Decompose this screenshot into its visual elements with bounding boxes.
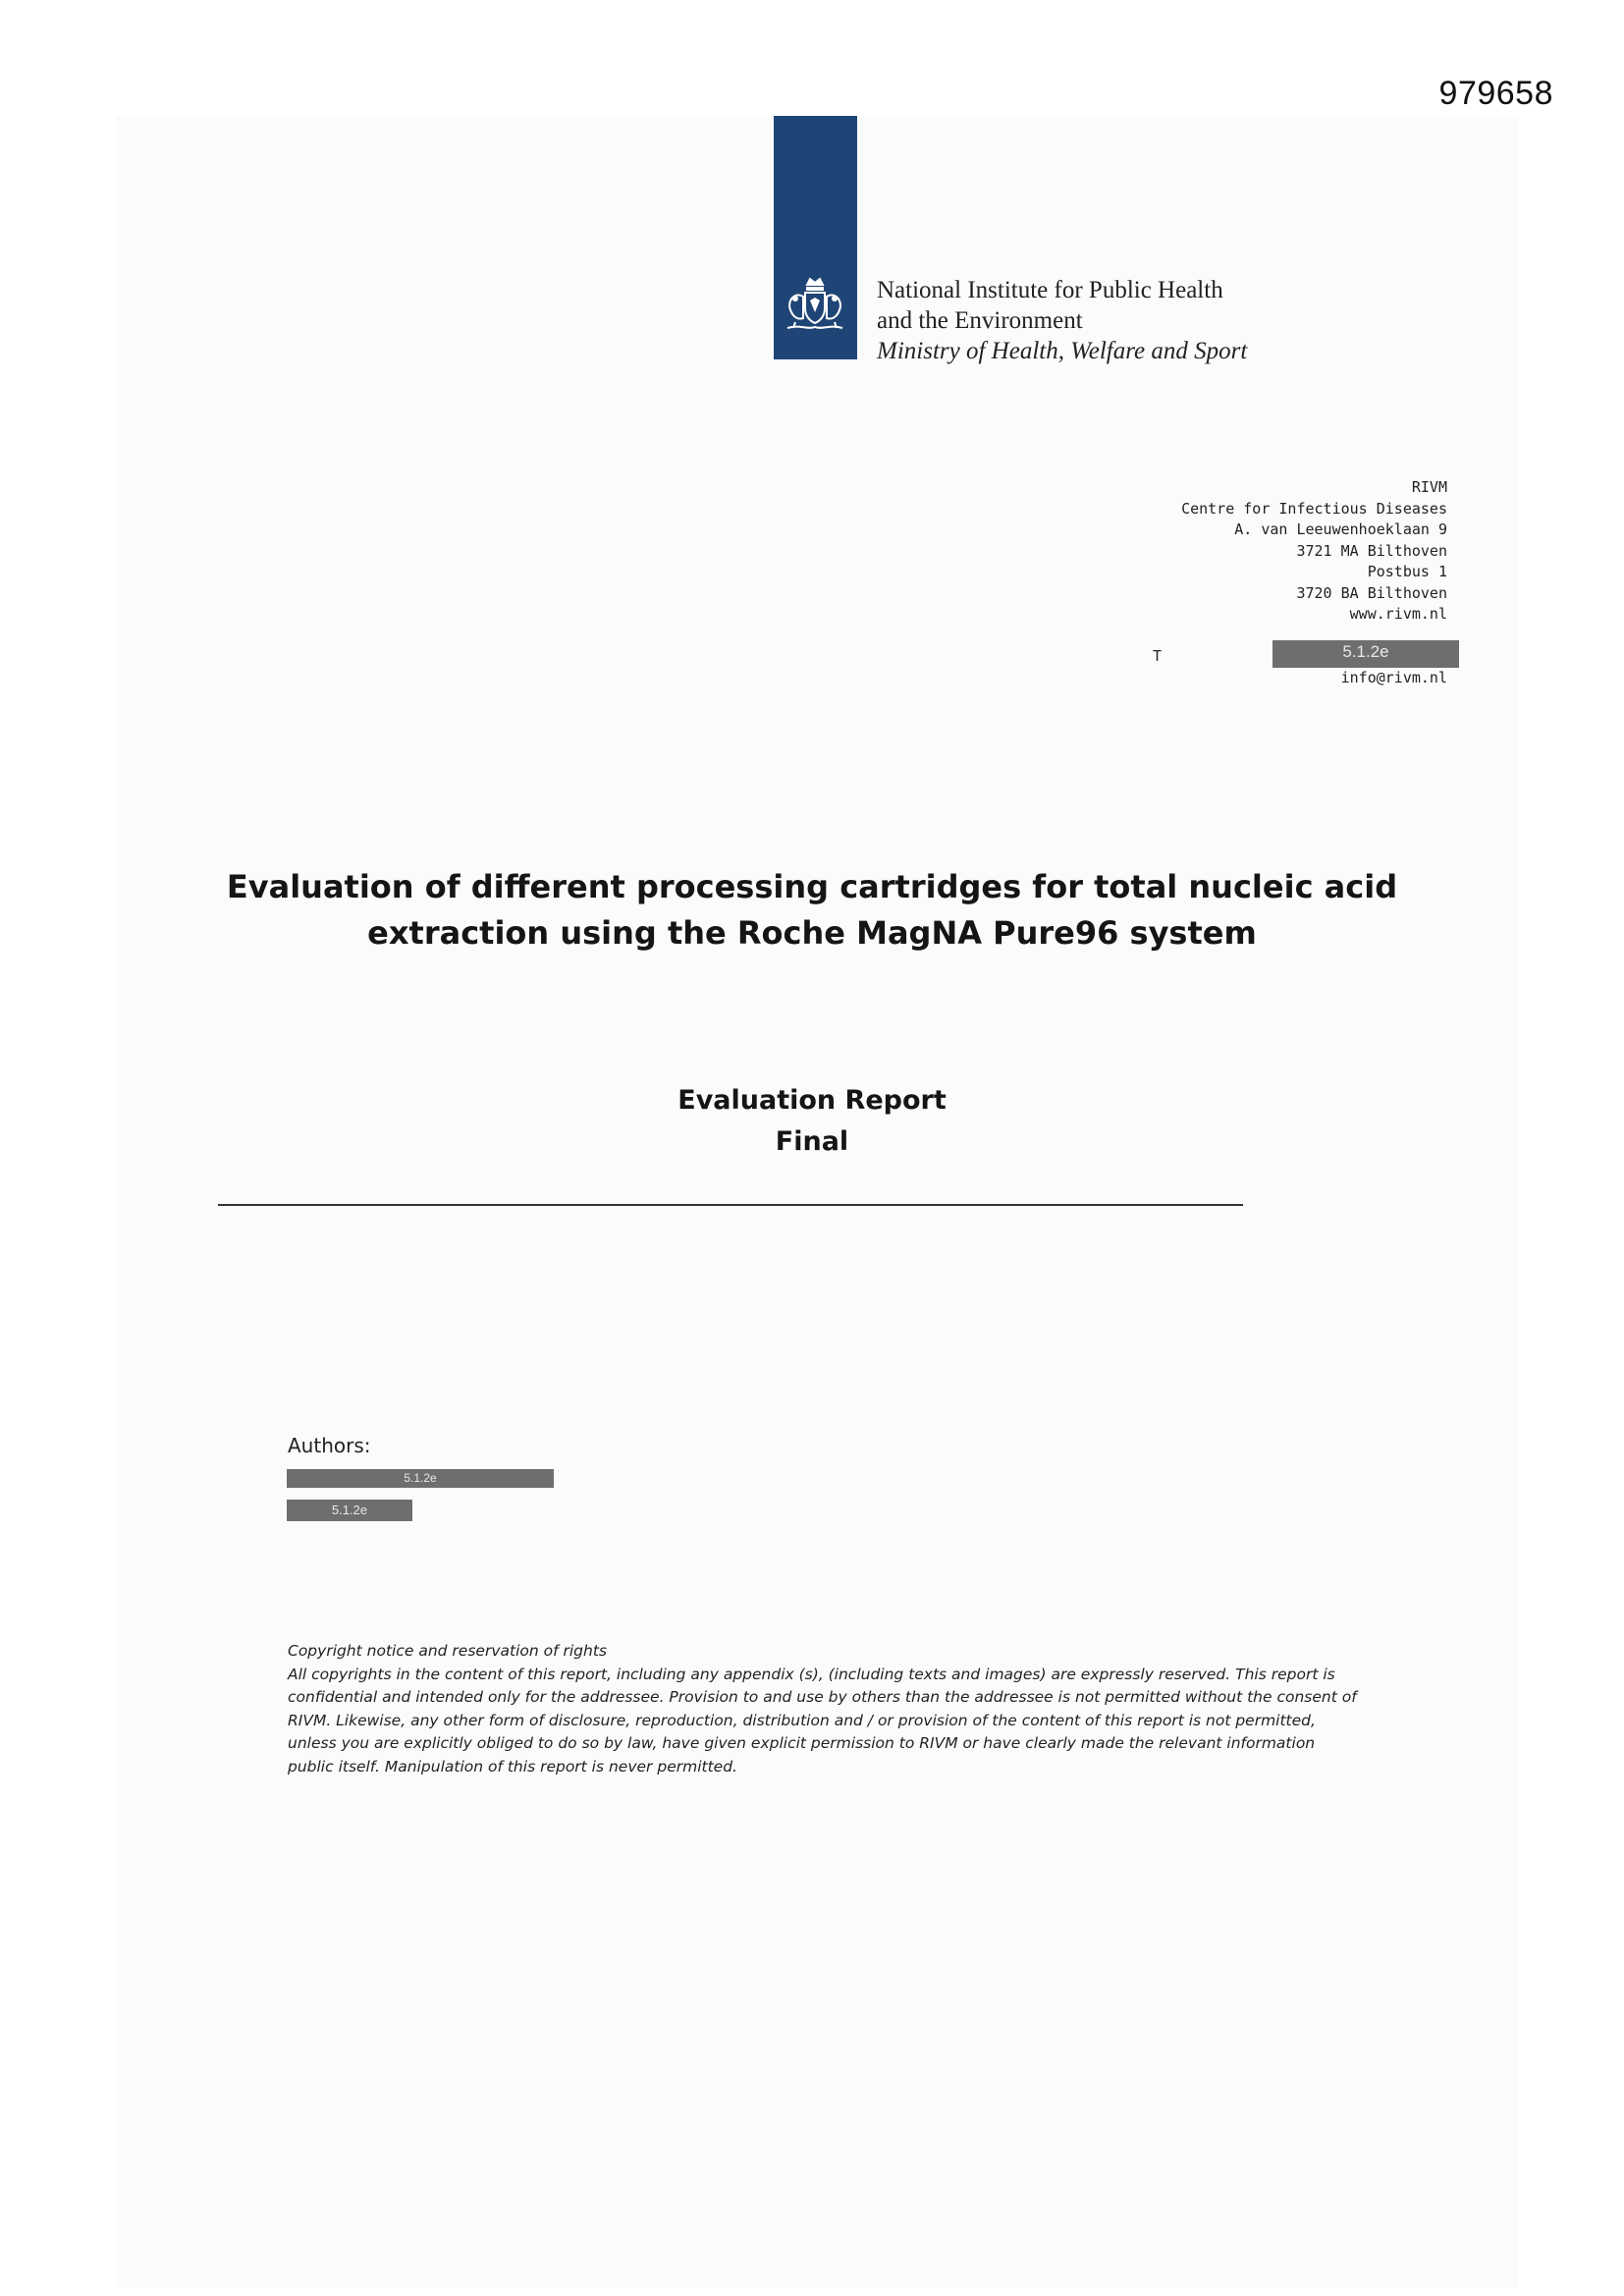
copyright-notice [288, 1640, 1358, 1778]
address-line: A. van Leeuwenhoeklaan 9 [1234, 520, 1447, 538]
report-subtitle [147, 1080, 1477, 1163]
copyright-line: RIVM. Likewise, any other form of disclosure, reproduction, distribution and / or provision of the content of this report is not permitted, [288, 1711, 1316, 1729]
website-link[interactable]: www.rivm.nl [1349, 605, 1447, 623]
phone-redaction: 5.1.2e [1272, 640, 1459, 668]
address-line: Centre for Infectious Diseases [1181, 499, 1447, 518]
copyright-line: public itself. Manipulation of this report is never permitted. [288, 1757, 737, 1776]
org-name-line1: National Institute for Public Health [877, 277, 1223, 303]
author-redaction: 5.1.2e [287, 1500, 412, 1521]
phone-label: T [1153, 647, 1163, 665]
address-block [1181, 477, 1447, 626]
address-line: Postbus 1 [1367, 563, 1447, 580]
report-title [147, 864, 1477, 957]
copyright-line: confidential and intended only for the addressee. Provision to and use by others than the addressee is not permitted without the consent of [288, 1688, 1357, 1706]
royal-coat-of-arms-icon [780, 271, 850, 342]
author-redaction: 5.1.2e [287, 1469, 554, 1488]
ministry-name: Ministry of Health, Welfare and Sport [877, 338, 1248, 364]
address-line: 3721 MA Bilthoven [1296, 541, 1447, 560]
logo-bar [774, 116, 857, 359]
horizontal-divider [218, 1204, 1243, 1206]
authors-label: Authors: [288, 1434, 371, 1457]
report-title-line1: Evaluation of different processing cartridges for total nucleic acid [226, 868, 1398, 905]
address-line: RIVM [1411, 478, 1447, 496]
scanned-page-area [116, 116, 1518, 2288]
report-status: Final [775, 1126, 849, 1157]
report-type: Evaluation Report [677, 1085, 947, 1116]
address-line: 3720 BA Bilthoven [1296, 583, 1447, 602]
contact-block [1153, 640, 1447, 688]
copyright-line: All copyrights in the content of this report, including any appendix (s), (including texts and images) are expressly reserved. This report is [288, 1665, 1335, 1683]
copyright-heading: Copyright notice and reservation of rights [288, 1642, 607, 1660]
report-title-line2: extraction using the Roche MagNA Pure96 system [367, 914, 1257, 952]
org-name-line2: and the Environment [877, 307, 1083, 334]
phone-row [1153, 640, 1447, 668]
copyright-line: unless you are explicitly obliged to do so by law, have given explicit permission to RIVM or have clearly made the relevant information [288, 1734, 1316, 1752]
document-number: 979658 [1438, 75, 1553, 112]
organization-name-block [877, 275, 1247, 366]
email-link[interactable]: info@rivm.nl [1340, 669, 1447, 686]
